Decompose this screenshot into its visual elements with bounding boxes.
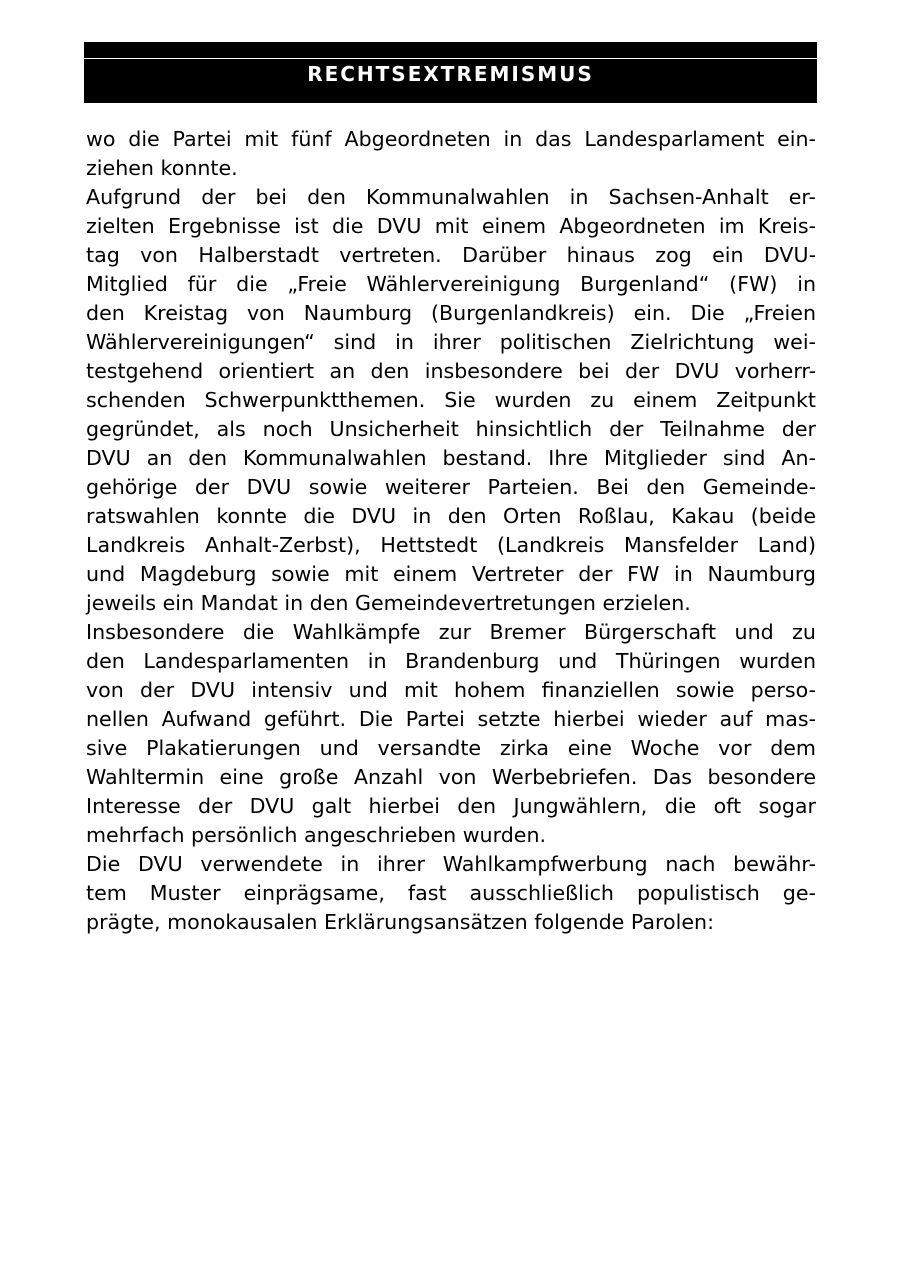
section-title: RECHTSEXTREMISMUS [307, 62, 594, 86]
paragraph-3 [86, 618, 816, 850]
text-line: schenden Schwerpunktthemen. Sie wurden zu einem Zeitpunkt [86, 388, 816, 412]
text-line: gegründet, als noch Unsicherheit hinsichtlich der Teilnahme der [86, 417, 816, 441]
text-line: gehörige der DVU sowie weiterer Parteien. Bei den Gemeinde- [86, 475, 816, 499]
text-line: testgehend orientiert an den insbesondere bei der DVU vorherr- [86, 359, 816, 383]
paragraph-2 [86, 183, 816, 618]
text-line: und Magdeburg sowie mit einem Vertreter der FW in Naumburg [86, 562, 816, 586]
section-header [84, 42, 817, 103]
text-line: von der DVU intensiv und mit hohem finanziellen sowie perso- [86, 678, 816, 702]
text-line: zielten Ergebnisse ist die DVU mit einem Abgeordneten im Kreis- [86, 214, 816, 238]
text-line: tem Muster einprägsame, fast ausschließlich populistisch ge- [86, 881, 816, 905]
text-line: mehrfach persönlich angeschrieben wurden. [86, 823, 547, 847]
text-line: jeweils ein Mandat in den Gemeindevertretungen erzielen. [86, 591, 691, 615]
text-line: tag von Halberstadt vertreten. Darüber hinaus zog ein DVU- [86, 243, 816, 267]
text-line: Wahltermin eine große Anzahl von Werbebriefen. Das besondere [86, 765, 816, 789]
text-line: Wählervereinigungen“ sind in ihrer politischen Zielrichtung wei- [86, 330, 816, 354]
text-line: Insbesondere die Wahlkämpfe zur Bremer Bürgerschaft und zu [86, 620, 816, 644]
text-line: ziehen konnte. [86, 156, 238, 180]
text-line: wo die Partei mit fünf Abgeordneten in das Landesparlament ein- [86, 127, 816, 151]
header-divider [84, 58, 817, 59]
text-line: Die DVU verwendete in ihrer Wahlkampfwerbung nach bewähr- [86, 852, 816, 876]
text-line: sive Plakatierungen und versandte zirka eine Woche vor dem [86, 736, 816, 760]
text-line: den Landesparlamenten in Brandenburg und Thüringen wurden [86, 649, 816, 673]
paragraph-1 [86, 125, 816, 183]
paragraph-4 [86, 850, 816, 937]
text-line: Mitglied für die „Freie Wählervereinigung Burgenland“ (FW) in [86, 272, 816, 296]
text-line: ratswahlen konnte die DVU in den Orten Roßlau, Kakau (beide [86, 504, 816, 528]
text-line: DVU an den Kommunalwahlen bestand. Ihre Mitglieder sind An- [86, 446, 816, 470]
body-text [86, 125, 816, 937]
text-line: prägte, monokausalen Erklärungsansätzen folgende Parolen: [86, 910, 715, 934]
text-line: Aufgrund der bei den Kommunalwahlen in Sachsen-Anhalt er- [86, 185, 816, 209]
text-line: Interesse der DVU galt hierbei den Jungwählern, die oft sogar [86, 794, 816, 818]
text-line: den Kreistag von Naumburg (Burgenlandkreis) ein. Die „Freien [86, 301, 816, 325]
text-line: nellen Aufwand geführt. Die Partei setzte hierbei wieder auf mas- [86, 707, 816, 731]
text-line: Landkreis Anhalt-Zerbst), Hettstedt (Landkreis Mansfelder Land) [86, 533, 816, 557]
